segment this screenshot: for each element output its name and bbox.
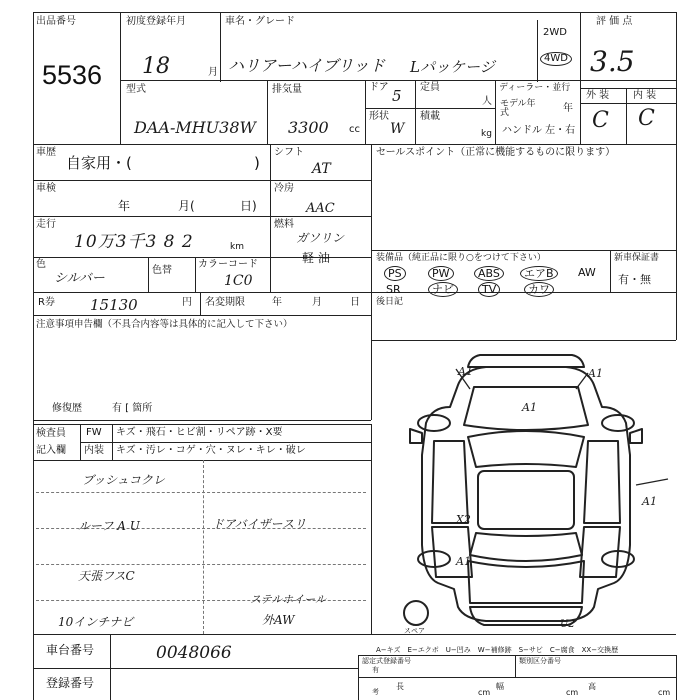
diesel: 軽 油 <box>302 251 330 265</box>
dealer-label: ディーラー・並行 <box>499 83 571 93</box>
interior-text: キズ・汚レ・コゲ・穴・ヌレ・キレ・破レ <box>116 445 306 456</box>
note-6: 10インチナビ <box>58 615 134 629</box>
repair-label: 修復歴 <box>52 403 82 414</box>
frame-right <box>676 12 677 340</box>
nc-year-unit: 年 <box>272 297 282 308</box>
reg-year: 18 <box>142 54 170 79</box>
insp-month-unit: 月( <box>178 199 195 213</box>
divider <box>371 424 372 634</box>
fw-label: FW <box>86 427 102 438</box>
damage-mark-4: A1 <box>642 495 657 508</box>
damage-mark-3: A1 <box>522 401 537 414</box>
reg-year-label: 初度登録年月 <box>126 16 186 27</box>
trunk <box>468 561 584 603</box>
divider <box>267 80 268 144</box>
equip-aw: AW <box>578 266 596 279</box>
warranty: 有・無 <box>618 273 651 286</box>
divider <box>33 424 371 425</box>
write-line <box>36 564 366 565</box>
model: DAA-MHU38W <box>134 118 256 137</box>
divider <box>110 634 111 700</box>
shift: AT <box>312 161 331 177</box>
equip-pw: PW <box>428 266 454 281</box>
reg-number-label: 登録番号 <box>46 676 95 690</box>
length-label: 長 <box>396 682 404 691</box>
divider <box>358 677 676 678</box>
divider <box>580 103 676 104</box>
load-label: 積載 <box>420 111 440 122</box>
interior-grade: C <box>638 106 655 131</box>
equip-airbag: エアB <box>520 266 558 281</box>
notes-label: 注意事項申告欄（不具合内容等は具体的に記入して下さい） <box>36 319 293 330</box>
divider <box>580 88 676 89</box>
height-cm: cm <box>658 688 671 697</box>
color-change-label: 色替 <box>152 265 172 276</box>
car-damage-diagram <box>376 345 676 635</box>
shape: W <box>390 121 405 137</box>
divider <box>537 20 538 82</box>
wheel-fl <box>418 415 450 431</box>
divider <box>358 655 676 656</box>
yen-unit: 円 <box>182 297 192 308</box>
name-grade-label: 車名・グレード <box>225 16 295 27</box>
write-line <box>203 460 204 634</box>
capacity-label: 定員 <box>420 82 440 93</box>
divider <box>580 12 581 144</box>
capacity-unit: 人 <box>482 96 492 107</box>
note-5: ステルホイール <box>250 593 327 606</box>
ac-label: 冷房 <box>274 183 294 194</box>
equip-leather: カワ <box>524 282 554 297</box>
height-label: 高 <box>588 682 596 691</box>
divider <box>80 424 81 460</box>
interior-row-label: 内装 <box>84 445 104 456</box>
divider <box>515 655 516 677</box>
model-year-label: モデル年式 <box>500 99 536 118</box>
note-2: ルーフ A U <box>78 519 140 533</box>
drive-2wd: 2WD <box>543 27 567 38</box>
exterior-label: 外 装 <box>586 90 610 101</box>
shift-label: シフト <box>274 147 304 158</box>
divider <box>33 216 371 217</box>
wheel-fr <box>602 415 634 431</box>
right-doors <box>580 441 620 577</box>
usage: 自家用・( <box>66 154 132 172</box>
kg-unit: kg <box>481 129 492 139</box>
nc-month-unit: 月 <box>312 297 322 308</box>
entry-label: 記入欄 <box>36 445 66 456</box>
note-3: ドアバイザースリ <box>212 517 307 531</box>
color-value: シルバー <box>54 271 105 286</box>
divider <box>195 257 196 292</box>
equipment-label: 装備品（純正品に限り○をつけて下さい） <box>376 253 546 263</box>
damage-mark-6: A1 <box>456 555 471 568</box>
equip-ps: PS <box>384 266 406 281</box>
divider <box>33 460 371 461</box>
fuel-label: 燃料 <box>274 219 294 230</box>
note-1: ブッシュコクレ <box>82 473 165 487</box>
year-unit: 年 <box>563 103 573 114</box>
divider <box>270 144 271 292</box>
damage-mark-1: A1 <box>458 365 473 378</box>
divider <box>33 315 371 316</box>
handle-label: ハンドル 左・右 <box>502 125 576 136</box>
divider <box>371 250 676 251</box>
damage-mark-2: A1 <box>588 367 603 380</box>
ac: AAC <box>306 201 335 216</box>
chassis-label: 車台番号 <box>46 643 95 657</box>
divider <box>371 144 372 420</box>
shape-label: 形状 <box>369 111 389 122</box>
divider <box>626 88 627 144</box>
equip-navi: ナビ <box>428 282 458 297</box>
cert-note: 有 <box>372 666 379 674</box>
lot-number: 5536 <box>42 60 103 90</box>
exterior-grade: C <box>592 108 609 133</box>
model-label: 型式 <box>126 84 146 95</box>
front-bumper <box>468 355 584 367</box>
note-7: 外AW <box>262 613 295 627</box>
mirror-left <box>410 429 422 443</box>
inspection-label: 車検 <box>36 183 56 194</box>
divider <box>33 144 676 145</box>
spare-tire <box>404 601 428 625</box>
km-unit: km <box>230 242 244 252</box>
divider <box>371 340 676 341</box>
cert-label: 認定式登録番号 <box>362 657 411 665</box>
mileage-label: 走行 <box>36 219 56 230</box>
insp-day-unit: 日) <box>240 199 257 213</box>
car-name: ハリアーハイブリッド <box>228 56 385 75</box>
divider <box>676 655 677 700</box>
recycle-label: R券 <box>38 297 55 308</box>
divider <box>120 80 676 81</box>
divider <box>495 80 496 144</box>
history-label: 車歴 <box>36 147 56 158</box>
doors-label: ドア <box>369 82 389 93</box>
usage-close: ) <box>254 154 260 172</box>
windshield <box>468 431 584 467</box>
divider <box>33 420 371 421</box>
divider <box>220 12 221 82</box>
equip-sr: SR <box>386 283 401 296</box>
warranty-label: 新車保証書 <box>614 253 660 263</box>
color-code-label: カラーコード <box>198 259 258 270</box>
divider <box>610 250 611 292</box>
spare-label: スペア <box>404 627 425 635</box>
fuel: ガソリン <box>296 231 345 245</box>
displacement: 3300 <box>288 118 329 137</box>
mileage-value: 10万3千3 8 2 <box>74 232 194 252</box>
divider <box>33 180 371 181</box>
divider <box>120 12 121 144</box>
damage-mark-7: U2 <box>560 619 575 630</box>
doors: 5 <box>392 87 402 105</box>
after-fit-label: 後日記 <box>376 297 404 307</box>
mirror-right <box>630 429 642 443</box>
insp-year-unit: 年 <box>118 199 131 213</box>
divider <box>112 424 113 460</box>
cert-sub: 考 <box>372 688 379 696</box>
write-line <box>36 492 366 493</box>
chassis-value: 0048066 <box>156 643 232 663</box>
sales-point-label: セールスポイント（正常に機能するものに限ります） <box>376 147 616 158</box>
displacement-label: 排気量 <box>272 84 302 95</box>
interior-label: 内 装 <box>633 90 657 101</box>
legend: A−キズ E−エクボ U−凹み W−補修跡 S−サビ C−腐食 XX−交換歴 <box>376 646 619 654</box>
class-label: 類別区分番号 <box>519 657 561 665</box>
width-label: 幅 <box>496 682 504 691</box>
divider <box>33 668 358 669</box>
divider <box>148 257 149 292</box>
color-code: 1C0 <box>224 273 253 289</box>
score: 3.5 <box>590 45 635 78</box>
divider <box>80 442 371 443</box>
score-label: 評 価 点 <box>596 16 633 27</box>
divider <box>415 80 416 144</box>
month-unit: 月 <box>208 67 218 78</box>
nc-day-unit: 日 <box>350 297 360 308</box>
rear-window <box>470 533 582 561</box>
recycle-value: 15130 <box>90 296 138 314</box>
grade: Lパッケージ <box>410 58 495 76</box>
inspector-label: 検査員 <box>36 428 66 439</box>
damage-mark-5: X2 <box>456 513 471 526</box>
roof <box>478 471 574 529</box>
color-label: 色 <box>36 259 46 270</box>
name-change-label: 名変期限 <box>205 297 245 308</box>
repair-value: 有 [ 箇所 <box>112 403 153 414</box>
divider <box>365 108 495 109</box>
note-4: 天張フスC <box>78 569 135 583</box>
divider <box>33 292 676 293</box>
length-cm: cm <box>478 688 491 697</box>
divider <box>200 292 201 315</box>
equip-abs: ABS <box>474 266 504 281</box>
width-cm: cm <box>566 688 579 697</box>
equip-tv: TV <box>478 282 500 297</box>
fw-text: キズ・飛石・ヒビ割・リペア跡・X要 <box>116 427 283 438</box>
lot-label: 出品番号 <box>36 16 76 27</box>
frame-left <box>33 12 34 700</box>
cc-unit: cc <box>349 124 360 135</box>
drive-4wd: 4WD <box>540 52 572 66</box>
divider <box>365 80 366 144</box>
